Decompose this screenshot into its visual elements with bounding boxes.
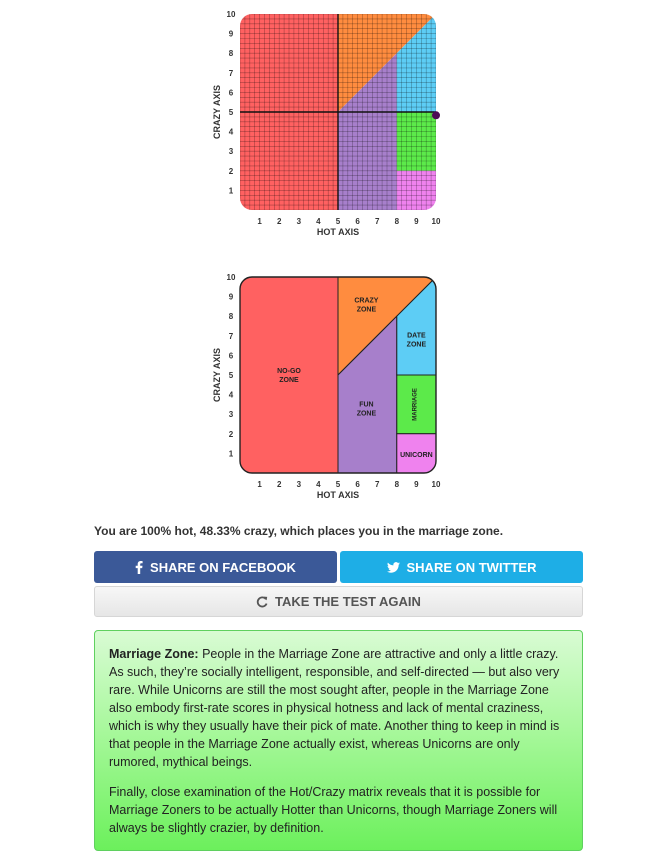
chart2-zone-no-go (240, 277, 338, 473)
twitter-icon (387, 562, 400, 573)
chart2-y-tick-label: 7 (228, 331, 234, 341)
chart2-y-tick-label: 8 (228, 312, 234, 322)
chart1-y-tick-label: 9 (228, 29, 234, 39)
zone-footnote-paragraph: Finally, close examination of the Hot/Crazy matrix reveals that it is possible for Marriage Zoners to be actually Hotter than Unicorns, though Marriage Zoners will always be slightly crazier, by definition. (109, 785, 558, 835)
chart2-x-tick-label: 1 (257, 480, 262, 489)
chart2-y-tick-label: 6 (228, 351, 234, 361)
chart2-x-axis-label: HOT AXIS (316, 490, 360, 500)
chart2-y-tick-label: 10 (226, 273, 236, 282)
chart2-zone-label: NO-GO (277, 368, 301, 375)
chart1-result-point (432, 111, 440, 119)
chart2-y-tick-label: 9 (228, 292, 234, 302)
chart1-y-tick-label: 7 (228, 68, 234, 78)
share-twitter-button[interactable] (340, 551, 583, 583)
chart2-zone-label: ZONE (356, 306, 377, 314)
chart2-zone-label: FUN (359, 401, 374, 409)
chart1-y-tick-label: 2 (228, 166, 234, 176)
hot-crazy-matrix-result-chart (0, 0, 667, 245)
take-test-again-label: TAKE THE TEST AGAIN (275, 594, 421, 609)
chart2-x-tick-label: 9 (414, 480, 419, 489)
chart1-plot-area (240, 14, 436, 210)
chart1-x-tick-label: 9 (414, 217, 419, 226)
chart2-y-tick-label: 4 (228, 390, 234, 400)
chart2-y-axis-label: CRAZY AXIS (212, 347, 222, 403)
chart1-y-tick-label: 3 (228, 147, 234, 157)
chart2-x-tick-label: 3 (296, 480, 302, 489)
chart2-x-tick-label: 8 (394, 480, 400, 489)
chart1-y-tick-label: 4 (228, 127, 234, 137)
chart2-zone-label: UNICORN (400, 451, 433, 459)
chart2-x-tick-label: 10 (431, 480, 441, 489)
chart2-y-tick-label: 2 (228, 429, 234, 439)
chart2-zone-label: ZONE (406, 341, 427, 349)
result-chart-svg (0, 0, 667, 245)
chart2-x-tick-label: 2 (276, 480, 282, 489)
take-test-again-button[interactable] (94, 586, 583, 617)
chart2-zone-label: CRAZY (354, 297, 379, 305)
chart1-y-tick-label: 5 (228, 108, 234, 117)
chart1-x-axis-label: HOT AXIS (316, 227, 360, 237)
chart1-y-tick-label: 1 (228, 186, 234, 196)
chart1-x-tick-label: 8 (394, 217, 400, 226)
chart2-plot-area (240, 277, 436, 473)
share-facebook-button[interactable] (94, 551, 337, 583)
chart2-zone-label: MARRIAGE (412, 388, 419, 421)
chart2-y-tick-label: 5 (228, 371, 234, 380)
zone-title: Marriage Zone: (109, 647, 199, 661)
chart2-x-tick-label: 6 (355, 480, 360, 489)
chart2-y-tick-label: 3 (228, 410, 234, 420)
share-twitter-label: SHARE ON TWITTER (406, 559, 537, 575)
chart1-x-tick-label: 3 (296, 217, 302, 226)
chart2-x-tick-label: 4 (316, 480, 321, 489)
chart2-zone-label: ZONE (356, 410, 377, 418)
zone-description-box (94, 630, 583, 851)
chart2-x-tick-label: 5 (335, 480, 341, 489)
zone-description-text: People in the Marriage Zone are attractive and only a little crazy. As such, they’re socially intelligent, responsible, and self-directed — but also very rare. While Unicorns are still the most sought after, people in the Marriage Zone also embody first-rate scores in physical hotness and lack of mental craziness, which is why they usually have their pick of mate. Another thing to keep in mind is that people in the Marriage Zone actually exist, whereas Unicorns are only rumored, mythical beings. (109, 647, 560, 769)
chart1-x-tick-label: 1 (257, 217, 262, 226)
chart2-zone-label: DATE (407, 332, 426, 340)
chart1-y-axis-label: CRAZY AXIS (212, 84, 222, 140)
chart2-x-tick-label: 7 (374, 480, 380, 489)
share-facebook-label: SHARE ON FACEBOOK (150, 559, 296, 575)
facebook-icon (135, 561, 143, 574)
chart1-x-tick-label: 2 (276, 217, 282, 226)
chart1-x-tick-label: 5 (335, 217, 341, 226)
chart1-x-tick-label: 10 (431, 217, 441, 226)
chart1-y-tick-label: 10 (226, 10, 236, 19)
refresh-icon (256, 596, 268, 608)
chart1-x-tick-label: 4 (316, 217, 321, 226)
chart1-x-tick-label: 6 (355, 217, 360, 226)
zones-chart-svg (0, 268, 667, 508)
chart1-x-tick-label: 7 (374, 217, 380, 226)
chart2-zone-label: ZONE (279, 377, 299, 384)
chart1-y-tick-label: 6 (228, 88, 234, 98)
hot-crazy-matrix-zones-chart (0, 268, 667, 508)
chart2-y-tick-label: 1 (228, 449, 234, 459)
result-summary: You are 100% hot, 48.33% crazy, which places you in the marriage zone. (94, 524, 504, 538)
zone-description-paragraph (109, 645, 568, 771)
chart1-y-tick-label: 8 (228, 49, 234, 59)
